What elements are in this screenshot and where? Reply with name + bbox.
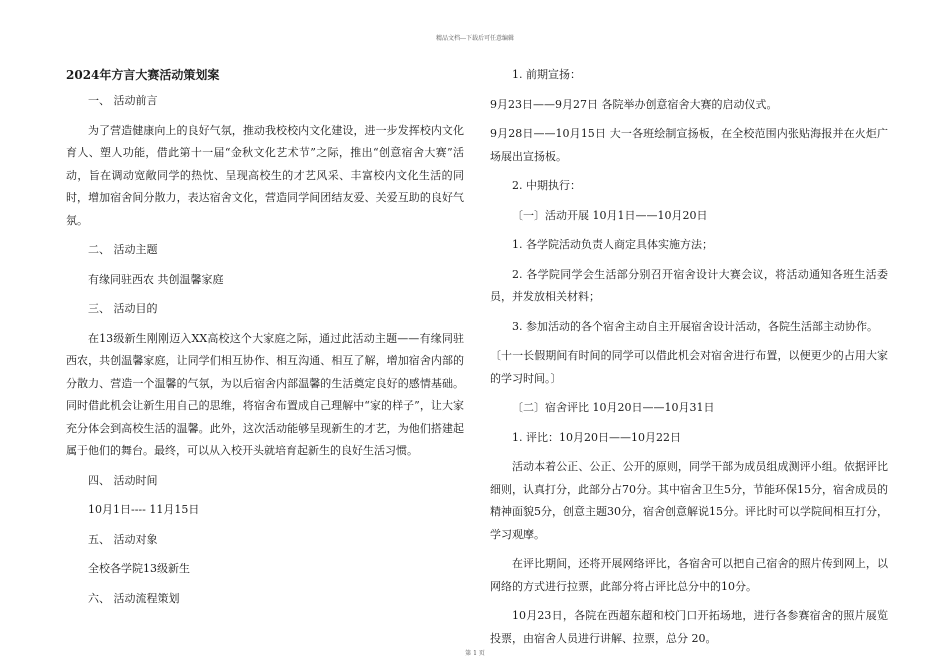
- sub-heading: 〔二〕宿舍评比 10月20日——10月31日: [512, 401, 715, 414]
- paragraph: 活动本着公正、公正、公开的原则，同学干部为成员组成测评小组。依据评比细则，认真打分，此部分占70分。其中宿舍卫生5分，节能环保15分，宿舍成员的精神面貌5分，创意主题30分，宿舍创意解说15分。评比时可以学院间相互打分，学习观摩。: [490, 460, 888, 541]
- paragraph: 全校各学院13级新生: [88, 562, 190, 575]
- step-heading: 2. 中期执行：: [512, 179, 581, 192]
- page-header: 精品文档---下载后可任意编辑: [435, 35, 515, 42]
- step-heading: 1. 前期宣扬：: [512, 68, 581, 81]
- paragraph: 10月23日，各院在西超东超和校门口开拓场地，进行各参赛宿舍的照片展览投票，由宿舍人员进行讲解、拉票，总分 20。: [490, 609, 888, 645]
- page-footer: 第 1 页: [465, 650, 485, 657]
- list-item: 1. 评比：10月20日——10月22日: [512, 430, 681, 444]
- paragraph: 在评比期间，还将开展网络评比，各宿舍可以把自己宿舍的照片传到网上，以网络的方式进行拉票，此部分将占评比总分中的10分。: [490, 557, 888, 593]
- section-heading: 六、 活动流程策划: [88, 591, 180, 605]
- section-heading: 三、 活动目的: [88, 302, 158, 315]
- section-heading: 二、 活动主题: [88, 243, 158, 256]
- paragraph: 〔十一长假期间有时间的同学可以借此机会对宿舍进行布置，以便更少的占用大家的学习时间。〕: [490, 349, 888, 385]
- left-column: [66, 64, 464, 617]
- list-item: 1. 各学院活动负责人商定具体实施方法；: [512, 238, 713, 251]
- paragraph: 9月23日——9月27日 各院举办创意宿舍大赛的启动仪式。: [490, 97, 778, 111]
- section-heading: 四、 活动时间: [88, 473, 158, 487]
- paragraph: 10月1日---- 11月15日: [88, 503, 200, 516]
- paragraph: 为了营造健康向上的良好气氛，推动我校校内文化建设，进一步发挥校内文化育人、塑人功能，借此第十一届“金秋文化艺术节”之际，推出“创意宿舍大赛”活动，旨在调动宽敞同学的热忱、呈现高校生的才艺风采、丰富校内文化生活的同时，增加宿舍间分散力，表达宿舍文化，营造同学间团结友爱、关爱互助的良好气氛。: [66, 123, 464, 227]
- section-heading: 一、 活动前言: [88, 94, 158, 107]
- list-item: 3. 参加活动的各个宿舍主动自主开展宿舍设计活动，各院生活部主动协作。: [512, 319, 878, 333]
- list-item: 2. 各学院同学会生活部分别召开宿舍设计大赛会议，将活动通知各班生活委员，并发放相关材料；: [490, 267, 888, 303]
- paragraph: 在13级新生刚刚迈入XX高校这个大家庭之际，通过此活动主题——有缘同驻西农，共创温馨家庭，让同学们相互协作、相互沟通、相互了解，增加宿舍内部的分散力、营造一个温馨的气氛，为以后宿舍内部温馨的生活奠定良好的感情基础。同时借此机会让新生用自己的思维，将宿舍布置成自己理解中“家的样子”，让大家充分体会到高校生活的温馨。此外，这次活动能够呈现新生的才艺，为他们搭建起属于他们的舞台。最终，可以从入校开头就培育起新生的良好生活习惯。: [66, 331, 464, 457]
- sub-heading: 〔一〕活动开展 10月1日——10月20日: [512, 208, 708, 222]
- right-column: [490, 64, 888, 657]
- paragraph: 有缘同驻西农 共创温馨家庭: [88, 272, 224, 286]
- section-heading: 五、 活动对象: [88, 532, 158, 546]
- document-title: 2024年方言大赛活动策划案: [66, 68, 220, 82]
- paragraph: 9月28日——10月15日 大一各班绘制宣扬板，在全校范围内张贴海报并在火炬广场展出宣扬板。: [490, 127, 888, 163]
